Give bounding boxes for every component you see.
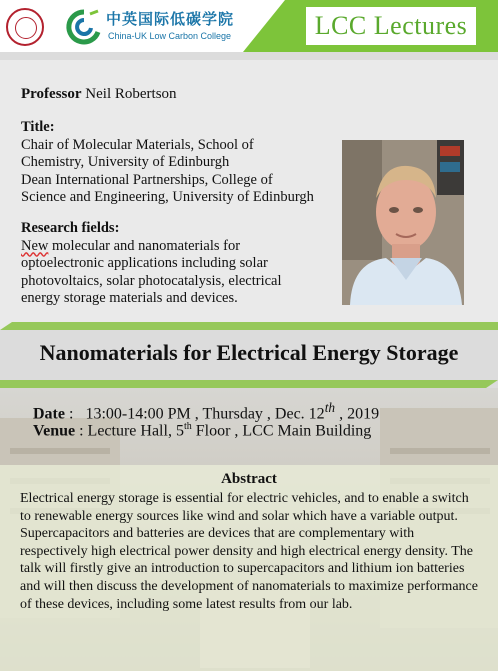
abstract-heading: Abstract bbox=[221, 471, 277, 487]
speaker-name-line bbox=[21, 86, 177, 103]
research-fields-block bbox=[21, 220, 341, 308]
date-label: Date bbox=[33, 405, 65, 423]
speaker-photo bbox=[342, 140, 464, 305]
series-title-box bbox=[306, 7, 476, 45]
research-line-rest: molecular and nanomaterials for bbox=[48, 237, 241, 254]
college-logo-icon bbox=[64, 8, 104, 46]
date-value: 13:00-14:00 PM , Thursday , Dec. 12 bbox=[85, 405, 325, 423]
research-line bbox=[21, 238, 341, 256]
research-line: photovoltaics, solar photocatalysis, electrical bbox=[21, 272, 282, 289]
research-line: energy storage materials and devices. bbox=[21, 290, 238, 306]
venue-sup: th bbox=[183, 421, 192, 432]
research-label: Research fields: bbox=[21, 220, 120, 236]
title-line: Chair of Molecular Materials, School of bbox=[21, 136, 254, 153]
venue-line: Venue : Lecture Hall, 5th Floor , LCC Main Building bbox=[33, 421, 372, 440]
title-line: Dean International Partnerships, College of bbox=[21, 171, 273, 188]
date-line: Date : 13:00-14:00 PM , Thursday , Dec. 12th , 2019 bbox=[33, 400, 380, 423]
series-title: LCC Lectures bbox=[314, 11, 468, 40]
venue-value-b: Floor , LCC Main Building bbox=[195, 422, 372, 440]
research-line: optoelectronic applications including solar bbox=[21, 255, 268, 271]
venue-label: Venue bbox=[33, 422, 76, 440]
seal-icon bbox=[6, 8, 44, 46]
speaker-prefix: Professor bbox=[21, 86, 82, 102]
title-label: Title: bbox=[21, 119, 55, 135]
divider-bottom bbox=[0, 380, 498, 388]
header-bar bbox=[0, 0, 498, 52]
title-line: Science and Engineering, University of Edinburgh bbox=[21, 189, 314, 205]
speaker-name: Neil Robertson bbox=[85, 86, 177, 102]
college-name-en: China-UK Low Carbon College bbox=[108, 31, 232, 41]
speaker-title-block bbox=[21, 119, 346, 207]
divider-top bbox=[0, 322, 498, 330]
abstract-body: Electrical energy storage is essential for electric vehicles, and to enable a switch to renewable energy sources like wind and solar which have a variable output. Supercapacitors and batteries are devices that are complementary with respectively high electrical power density and high electrical energy density. The talk will firstly give an introduction to supercapacitors and lithium ion batteries and will then discuss the development of nanomaterials to maximize performance of these devices, including some latest results from our lab. bbox=[20, 491, 478, 612]
date-sup: th bbox=[324, 400, 336, 415]
college-name-cn: 中英国际低碳学院 bbox=[106, 10, 235, 28]
date-year: , 2019 bbox=[339, 405, 380, 423]
venue-value-a: Lecture Hall, 5 bbox=[87, 422, 184, 440]
title-line: Chemistry, University of Edinburgh bbox=[21, 154, 230, 170]
talk-title: Nanomaterials for Electrical Energy Storage bbox=[39, 340, 459, 365]
research-first-word: New bbox=[21, 237, 49, 254]
